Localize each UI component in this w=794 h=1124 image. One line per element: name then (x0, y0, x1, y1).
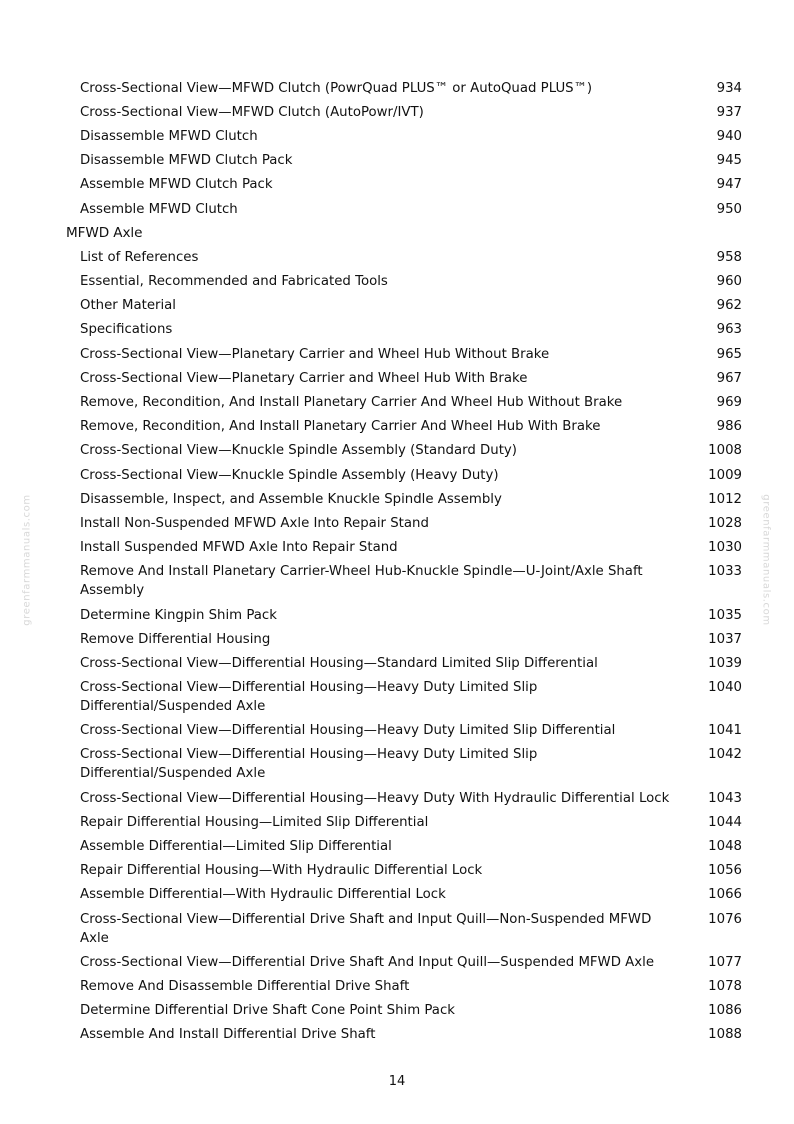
toc-entry-page: 1078 (708, 978, 742, 994)
toc-entry[interactable] (66, 173, 742, 197)
toc-entry[interactable] (66, 463, 742, 487)
watermark-left: greenfarmmanuals.com (21, 494, 33, 626)
toc-entry-page: 937 (716, 104, 742, 120)
toc-entry[interactable] (66, 743, 742, 786)
toc-entry-page: 965 (716, 346, 742, 362)
toc-entry[interactable] (66, 197, 742, 221)
toc-entry-title: Assemble MFWD Clutch (80, 201, 238, 217)
toc-entry-title: Determine Differential Drive Shaft Cone Point Shim Pack (80, 1003, 455, 1019)
toc-entry-page: 960 (716, 274, 742, 290)
toc-entry-title: Disassemble, Inspect, and Assemble Knuckle Spindle Assembly (80, 491, 502, 507)
toc-entry-title: Install Suspended MFWD Axle Into Repair Stand (80, 540, 398, 556)
toc-entry[interactable] (66, 603, 742, 627)
toc-entry-page: 1030 (708, 540, 742, 556)
toc-entry-title: Cross-Sectional View—Differential Drive Shaft and Input Quill—Non-Suspended MFWD Axle (80, 911, 652, 946)
toc-entry[interactable] (66, 651, 742, 675)
toc-entry-page: 1077 (708, 954, 742, 970)
toc-entry-title: Cross-Sectional View—Planetary Carrier and Wheel Hub Without Brake (80, 346, 550, 362)
toc-entry-page: 967 (716, 370, 742, 386)
toc-entry[interactable] (66, 511, 742, 535)
toc-entry-page: 934 (716, 80, 742, 96)
toc-entry-title: Cross-Sectional View—Differential Housing—Standard Limited Slip Differential (80, 655, 598, 671)
toc-entry-title: Remove, Recondition, And Install Planetary Carrier And Wheel Hub With Brake (80, 419, 601, 435)
toc-entry-title: Install Non-Suspended MFWD Axle Into Repair Stand (80, 515, 429, 531)
toc-entry[interactable] (66, 536, 742, 560)
toc-entry-title: Cross-Sectional View—Knuckle Spindle Assembly (Heavy Duty) (80, 467, 499, 483)
toc-entry-title: Determine Kingpin Shim Pack (80, 607, 277, 623)
toc-entry-page: 962 (716, 298, 742, 314)
toc-entry-page: 1037 (708, 631, 742, 647)
toc-entry-title: Cross-Sectional View—Planetary Carrier and Wheel Hub With Brake (80, 370, 528, 386)
toc-entry-page: 1043 (708, 790, 742, 806)
toc-entry-page: 958 (716, 249, 742, 265)
toc-entry[interactable] (66, 100, 742, 124)
toc-entry[interactable] (66, 390, 742, 414)
toc-entry-page: 1012 (708, 491, 742, 507)
toc-entry[interactable] (66, 487, 742, 511)
toc-entry-page: 1035 (708, 607, 742, 623)
toc-entry-title: Assemble Differential—Limited Slip Differential (80, 839, 392, 855)
toc-entry-page: 1044 (708, 814, 742, 830)
toc-entry[interactable] (66, 560, 742, 603)
toc-entry-page: 1009 (708, 467, 742, 483)
toc-entry-title: Remove And Disassemble Differential Drive Shaft (80, 978, 410, 994)
toc-entry-page: 940 (716, 128, 742, 144)
toc-entry-page: 1088 (708, 1027, 742, 1043)
toc-entry[interactable] (66, 627, 742, 651)
toc-entry-page: 1008 (708, 443, 742, 459)
toc-entry[interactable] (66, 342, 742, 366)
toc-entry-page: 950 (716, 201, 742, 217)
toc-entry[interactable] (66, 318, 742, 342)
toc-entry[interactable] (66, 1023, 742, 1047)
toc-entry-title: Cross-Sectional View—Differential Drive Shaft And Input Quill—Suspended MFWD Axle (80, 954, 655, 970)
toc-entry[interactable] (66, 439, 742, 463)
toc-entry[interactable] (66, 366, 742, 390)
toc-entry-page: 1033 (708, 564, 742, 580)
toc-entry[interactable] (66, 245, 742, 269)
toc-entry-title: Assemble And Install Differential Drive Shaft (80, 1027, 376, 1043)
toc-entry[interactable] (66, 124, 742, 148)
toc-entry[interactable] (66, 834, 742, 858)
toc-entry-title: Assemble MFWD Clutch Pack (80, 177, 273, 193)
toc-entry[interactable] (66, 907, 742, 950)
page-number: 14 (388, 1074, 406, 1089)
toc-entry[interactable] (66, 974, 742, 998)
toc-entry-page: 1028 (708, 515, 742, 531)
toc-entry-page: 1066 (708, 887, 742, 903)
toc-entry-title: Cross-Sectional View—Differential Housing—Heavy Duty Limited Slip Differential/Suspended Axle (80, 680, 538, 715)
toc-entry-title: Remove Differential Housing (80, 631, 271, 647)
toc-entries-section (66, 245, 742, 1047)
toc-entry-title: Other Material (80, 298, 176, 314)
section-heading: MFWD Axle (66, 224, 143, 241)
toc-entry-title: Cross-Sectional View—Differential Housing—Heavy Duty Limited Slip Differential (80, 723, 616, 739)
toc-entry[interactable] (66, 149, 742, 173)
toc-entry-page: 947 (716, 177, 742, 193)
toc-entry-page: 1086 (708, 1003, 742, 1019)
toc-entry[interactable] (66, 810, 742, 834)
toc-entry-title: Cross-Sectional View—MFWD Clutch (AutoPowr/IVT) (80, 104, 424, 120)
toc-entry-title: Disassemble MFWD Clutch (80, 128, 258, 144)
toc-entry-title: Specifications (80, 322, 173, 338)
toc-entry-title: Remove And Install Planetary Carrier-Wheel Hub-Knuckle Spindle—U-Joint/Axle Shaft Assembly (80, 564, 643, 599)
toc-entry-page: 1040 (708, 680, 742, 696)
table-of-contents (66, 76, 742, 1047)
toc-entry-title: Cross-Sectional View—Differential Housing—Heavy Duty With Hydraulic Differential Lock (80, 790, 670, 806)
toc-entry-page: 1076 (708, 911, 742, 927)
toc-entry[interactable] (66, 999, 742, 1023)
toc-entry[interactable] (66, 786, 742, 810)
toc-entry[interactable] (66, 883, 742, 907)
toc-entry-page: 1048 (708, 839, 742, 855)
toc-entry-title: Assemble Differential—With Hydraulic Differential Lock (80, 887, 446, 903)
toc-entry-title: Disassemble MFWD Clutch Pack (80, 153, 293, 169)
toc-entry-title: Repair Differential Housing—With Hydraulic Differential Lock (80, 863, 483, 879)
toc-entry-title: Essential, Recommended and Fabricated Tools (80, 274, 388, 290)
toc-entry[interactable] (66, 859, 742, 883)
toc-entry-page: 1056 (708, 863, 742, 879)
toc-entry-page: 945 (716, 153, 742, 169)
toc-entry[interactable] (66, 294, 742, 318)
watermark-right: greenfarmmanuals.com (760, 494, 772, 626)
toc-entry-title: Remove, Recondition, And Install Planetary Carrier And Wheel Hub Without Brake (80, 395, 623, 411)
toc-entry[interactable] (66, 676, 742, 719)
toc-entry-page: 1041 (708, 723, 742, 739)
toc-entry[interactable] (66, 719, 742, 743)
toc-entry[interactable] (66, 270, 742, 294)
toc-entry-title: Cross-Sectional View—MFWD Clutch (PowrQuad PLUS™ or AutoQuad PLUS™) (80, 80, 593, 96)
toc-entries-top (66, 76, 742, 221)
toc-entry-title: Cross-Sectional View—Knuckle Spindle Assembly (Standard Duty) (80, 443, 517, 459)
toc-entry-page: 1042 (708, 747, 742, 763)
toc-entry[interactable] (66, 950, 742, 974)
toc-entry-page: 1039 (708, 655, 742, 671)
toc-entry-title: Cross-Sectional View—Differential Housing—Heavy Duty Limited Slip Differential/Suspended Axle (80, 747, 538, 782)
toc-entry[interactable] (66, 415, 742, 439)
toc-entry-page: 986 (716, 419, 742, 435)
toc-entry-title: List of References (80, 249, 199, 265)
toc-entry-title: Repair Differential Housing—Limited Slip Differential (80, 814, 429, 830)
toc-entry-page: 963 (716, 322, 742, 338)
toc-entry[interactable] (66, 76, 742, 100)
toc-entry-page: 969 (716, 395, 742, 411)
